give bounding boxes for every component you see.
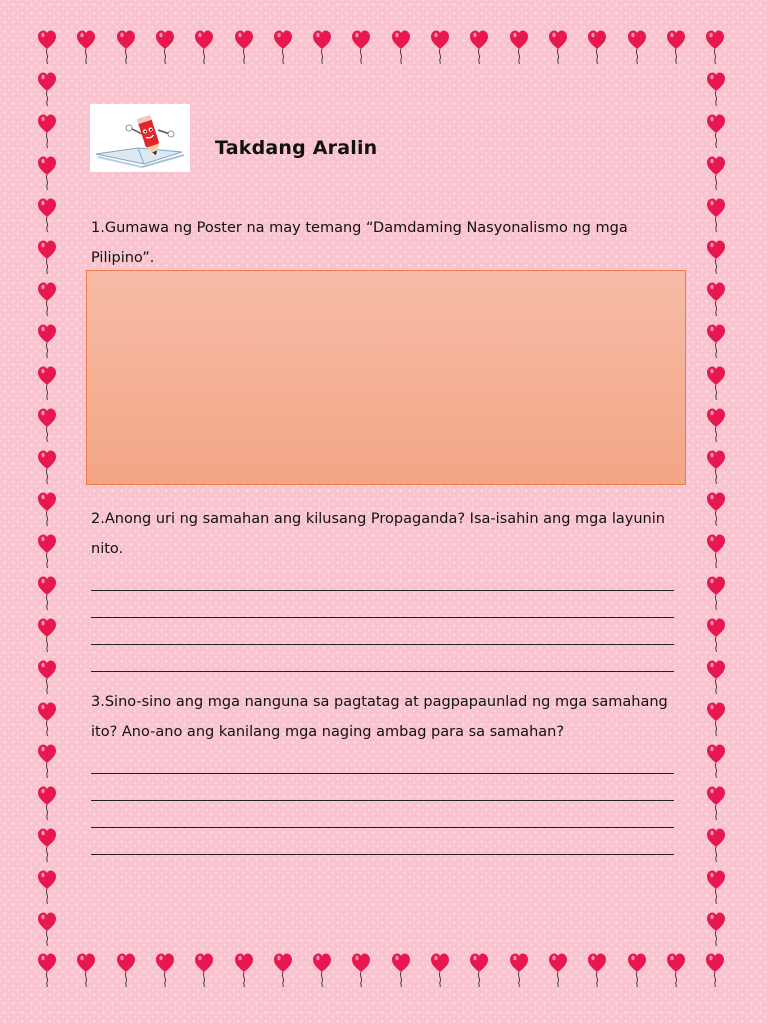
heart-balloon-icon (588, 953, 606, 987)
heart-balloon-icon (38, 282, 56, 316)
heart-balloon-icon (707, 702, 725, 736)
heart-balloon-icon (38, 912, 56, 946)
heart-balloon-icon (392, 953, 410, 987)
answer-line[interactable] (91, 617, 674, 618)
heart-balloon-icon (707, 660, 725, 694)
heart-balloon-icon (38, 953, 56, 987)
answer-line[interactable] (91, 773, 674, 774)
heart-balloon-icon (38, 450, 56, 484)
heart-balloon-icon (38, 156, 56, 190)
pencil-book-icon (90, 104, 190, 172)
heart-balloon-icon (38, 702, 56, 736)
heart-balloon-icon (156, 953, 174, 987)
heart-balloon-icon (38, 660, 56, 694)
heart-balloon-icon (235, 953, 253, 987)
heart-balloon-icon (38, 114, 56, 148)
heart-balloon-icon (38, 576, 56, 610)
heart-balloon-icon (549, 953, 567, 987)
heart-balloon-icon (510, 953, 528, 987)
heart-balloon-icon (707, 324, 725, 358)
heart-balloon-icon (313, 953, 331, 987)
heart-balloon-icon (38, 786, 56, 820)
heart-balloon-icon (707, 282, 725, 316)
question-1: 1.Gumawa ng Poster na may temang “Damdaming Nasyonalismo ng mga Pilipino”. (91, 220, 628, 266)
heart-balloon-icon (470, 953, 488, 987)
answer-line[interactable] (91, 827, 674, 828)
heart-balloon-icon (38, 408, 56, 442)
poster-answer-box[interactable] (86, 270, 686, 485)
heart-balloon-icon (38, 828, 56, 862)
heart-balloon-icon (707, 870, 725, 904)
heart-balloon-icon (707, 114, 725, 148)
heart-balloon-icon (470, 30, 488, 64)
heart-balloon-icon (38, 870, 56, 904)
heart-balloon-icon (707, 72, 725, 106)
question-3: 3.Sino-sino ang mga nanguna sa pagtatag at pagpapaunlad ng mga samahang ito? Ano-ano ang kanilang mga naging ambag para sa samahan? (91, 694, 668, 740)
heart-balloon-icon (38, 366, 56, 400)
heart-balloon-icon (707, 912, 725, 946)
heart-balloon-icon (707, 240, 725, 274)
heart-balloon-icon (77, 953, 95, 987)
heart-balloon-icon (352, 30, 370, 64)
heart-balloon-icon (549, 30, 567, 64)
answer-line[interactable] (91, 644, 674, 645)
heart-balloon-icon (77, 30, 95, 64)
heart-balloon-icon (707, 786, 725, 820)
heart-balloon-icon (38, 30, 56, 64)
heart-balloon-icon (431, 953, 449, 987)
heart-balloon-icon (274, 953, 292, 987)
heart-balloon-icon (38, 618, 56, 652)
heart-balloon-icon (38, 198, 56, 232)
heart-balloon-icon (38, 240, 56, 274)
heart-balloon-icon (352, 953, 370, 987)
heart-balloon-icon (707, 828, 725, 862)
heart-balloon-icon (667, 30, 685, 64)
answer-line[interactable] (91, 854, 674, 855)
heart-balloon-icon (707, 366, 725, 400)
heart-balloon-icon (707, 618, 725, 652)
heart-balloon-icon (274, 30, 292, 64)
answer-line[interactable] (91, 800, 674, 801)
heart-balloon-icon (588, 30, 606, 64)
heart-balloon-icon (117, 30, 135, 64)
heart-balloon-icon (707, 198, 725, 232)
heart-balloon-icon (431, 30, 449, 64)
heart-balloon-icon (38, 72, 56, 106)
heart-balloon-icon (707, 492, 725, 526)
heart-balloon-icon (195, 30, 213, 64)
heart-balloon-icon (628, 30, 646, 64)
heart-balloon-icon (38, 534, 56, 568)
heart-balloon-icon (510, 30, 528, 64)
heart-balloon-icon (38, 744, 56, 778)
heart-balloon-icon (195, 953, 213, 987)
heart-balloon-icon (707, 450, 725, 484)
heart-balloon-icon (117, 953, 135, 987)
heart-balloon-icon (706, 953, 724, 987)
heart-balloon-icon (706, 30, 724, 64)
heart-balloon-icon (667, 953, 685, 987)
page-title: Takdang Aralin (215, 137, 378, 159)
heart-balloon-icon (38, 324, 56, 358)
heart-balloon-icon (707, 744, 725, 778)
answer-line[interactable] (91, 590, 674, 591)
heart-balloon-icon (707, 408, 725, 442)
heart-balloon-icon (707, 156, 725, 190)
heart-balloon-icon (628, 953, 646, 987)
heart-balloon-icon (235, 30, 253, 64)
heart-balloon-icon (392, 30, 410, 64)
heart-balloon-icon (707, 534, 725, 568)
heart-balloon-icon (38, 492, 56, 526)
question-2: 2.Anong uri ng samahan ang kilusang Propaganda? Isa-isahin ang mga layunin nito. (91, 511, 665, 557)
heart-balloon-icon (707, 576, 725, 610)
heart-balloon-icon (313, 30, 331, 64)
answer-line[interactable] (91, 671, 674, 672)
heart-balloon-icon (156, 30, 174, 64)
